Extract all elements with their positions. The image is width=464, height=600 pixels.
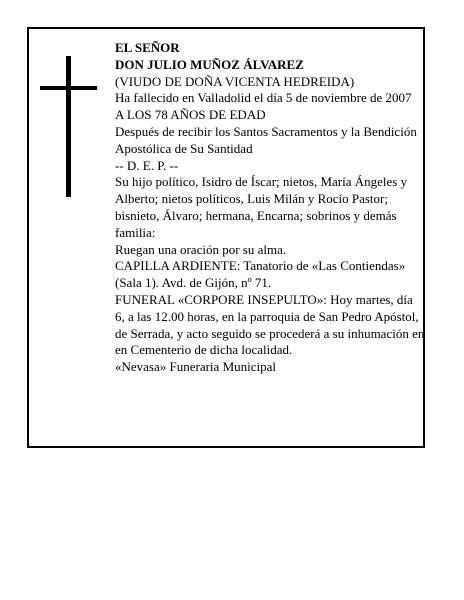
deceased-name: DON JULIO MUÑOZ ÁLVAREZ [115,56,304,72]
cross-vertical-bar [66,56,71,197]
obituary-notice [27,27,425,448]
notice-text [115,40,425,376]
age-line: A LOS 78 AÑOS DE EDAD [115,107,266,123]
cross-horizontal-bar [40,86,97,90]
widower-line: (VIUDO DE DOÑA VICENTA HEDREIDA) [115,73,355,89]
funeral-home-line: «Nevasa» Funeraria Municipal [115,359,277,375]
family-line: Su hijo político, Isidro de Íscar; nietos, María Ángeles y Alberto; nietos políticos, Luis Milán y Rocío Pastor; bisnieto, Álvaro; hermana, Encarna; sobrinos y demás familia: [115,174,408,240]
sacraments-line: Después de recibir los Santos Sacramentos y la Bendición Apostólica de Su Santidad [115,123,417,156]
dep-line: -- D. E. P. -- [115,157,179,173]
prayer-line: Ruegan una oración por su alma. [115,241,287,257]
chapel-line: CAPILLA ARDIENTE: Tanatorio de «Las Contiendas» (Sala 1). Avd. de Gijón, nº 71. [115,258,406,291]
funeral-line: FUNERAL «CORPORE INSEPULTO»: Hoy martes, día 6, a las 12.00 horas, en la parroquia de San Pedro Apóstol, de Serrada, y acto seguido se procederá a su inhumación en en Cementerio de dicha localidad. [115,291,425,358]
honorific-line: EL SEÑOR [115,40,180,55]
death-place-date: Ha fallecido en Valladolid el día 5 de noviembre de 2007 [115,90,412,106]
